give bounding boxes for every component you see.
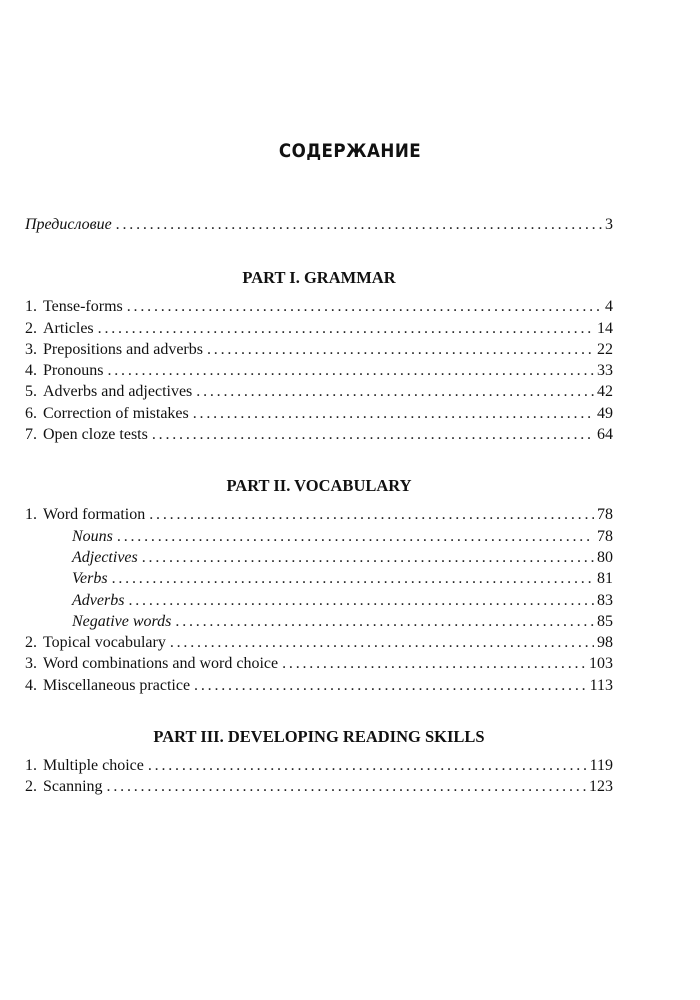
dot-leader bbox=[196, 381, 594, 402]
entry-page: 22 bbox=[597, 340, 613, 358]
entry-number: 2. bbox=[25, 634, 37, 652]
toc-entry[interactable] bbox=[25, 632, 613, 653]
dot-leader bbox=[107, 360, 594, 381]
entry-number: 1. bbox=[25, 298, 37, 316]
toc-entry[interactable] bbox=[25, 526, 613, 547]
entry-label: Scanning bbox=[43, 778, 103, 796]
toc-entry[interactable] bbox=[25, 504, 613, 525]
entry-page: 98 bbox=[597, 634, 613, 652]
entry-number: 3. bbox=[25, 655, 37, 673]
entry-page: 78 bbox=[597, 506, 613, 524]
entry-label: Topical vocabulary bbox=[43, 634, 166, 652]
entry-page: 33 bbox=[597, 362, 613, 380]
entry-number: 2. bbox=[25, 778, 37, 796]
entry-number: 5. bbox=[25, 383, 37, 401]
entry-number: 1. bbox=[25, 506, 37, 524]
section-heading: PART III. DEVELOPING READING SKILLS bbox=[153, 727, 485, 747]
entry-label: Verbs bbox=[72, 570, 108, 588]
entry-page: 4 bbox=[605, 298, 613, 316]
entry-label: Adverbs and adjectives bbox=[43, 383, 193, 401]
toc-entry[interactable] bbox=[25, 653, 613, 674]
entry-label: Adjectives bbox=[72, 548, 138, 566]
entry-number: 2. bbox=[25, 319, 37, 337]
dot-leader bbox=[175, 611, 594, 632]
entry-page: 14 bbox=[597, 319, 613, 337]
toc-entry[interactable] bbox=[25, 296, 613, 317]
toc-entry[interactable] bbox=[25, 675, 613, 696]
dot-leader bbox=[194, 675, 587, 696]
entry-label: Tense-forms bbox=[43, 298, 123, 316]
entry-page: 49 bbox=[597, 404, 613, 422]
entry-number: 7. bbox=[25, 426, 37, 444]
dot-leader bbox=[148, 755, 587, 776]
dot-leader bbox=[107, 776, 586, 797]
dot-leader bbox=[170, 632, 594, 653]
entry-number: 4. bbox=[25, 362, 37, 380]
entry-label: Miscellaneous practice bbox=[43, 676, 191, 694]
entry-page: 64 bbox=[597, 426, 613, 444]
toc-entry[interactable] bbox=[25, 381, 613, 402]
entry-label: Articles bbox=[43, 319, 94, 337]
entry-label: Adverbs bbox=[72, 591, 125, 609]
dot-leader bbox=[193, 403, 594, 424]
entry-number: 1. bbox=[25, 757, 37, 775]
toc-entry[interactable] bbox=[25, 403, 613, 424]
entry-label: Negative words bbox=[72, 612, 172, 630]
toc-entry-preface[interactable] bbox=[25, 214, 613, 235]
dot-leader bbox=[152, 424, 594, 445]
dot-leader bbox=[116, 214, 602, 235]
entry-label: Pronouns bbox=[43, 362, 104, 380]
entry-label: Prepositions and adverbs bbox=[43, 340, 203, 358]
entry-page: 3 bbox=[605, 216, 613, 233]
entry-page: 119 bbox=[589, 757, 613, 775]
table-of-contents bbox=[25, 214, 613, 798]
toc-entry[interactable] bbox=[25, 755, 613, 776]
section-heading: PART II. VOCABULARY bbox=[226, 476, 412, 496]
toc-entry[interactable] bbox=[25, 339, 613, 360]
entry-page: 78 bbox=[597, 527, 613, 545]
entry-number: 3. bbox=[25, 340, 37, 358]
dot-leader bbox=[142, 547, 594, 568]
entry-label: Multiple choice bbox=[43, 757, 144, 775]
toc-entry[interactable] bbox=[25, 318, 613, 339]
entry-label: Word combinations and word choice bbox=[43, 655, 279, 673]
toc-entry[interactable] bbox=[25, 590, 613, 611]
entry-label: Correction of mistakes bbox=[43, 404, 189, 422]
entry-page: 103 bbox=[589, 655, 613, 673]
dot-leader bbox=[127, 296, 602, 317]
entry-page: 80 bbox=[597, 548, 613, 566]
toc-entry[interactable] bbox=[25, 547, 613, 568]
dot-leader bbox=[128, 590, 594, 611]
entry-number: 4. bbox=[25, 676, 37, 694]
toc-entry[interactable] bbox=[25, 424, 613, 445]
entry-page: 81 bbox=[597, 570, 613, 588]
section-heading: PART I. GRAMMAR bbox=[242, 268, 396, 288]
dot-leader bbox=[112, 568, 594, 589]
entry-page: 42 bbox=[597, 383, 613, 401]
entry-page: 123 bbox=[589, 778, 613, 796]
entry-label: Open cloze tests bbox=[43, 426, 148, 444]
entry-page: 85 bbox=[597, 612, 613, 630]
dot-leader bbox=[282, 653, 586, 674]
dot-leader bbox=[149, 504, 594, 525]
dot-leader bbox=[98, 318, 594, 339]
toc-entry[interactable] bbox=[25, 360, 613, 381]
entry-page: 113 bbox=[589, 676, 613, 694]
toc-entry[interactable] bbox=[25, 776, 613, 797]
toc-entry[interactable] bbox=[25, 568, 613, 589]
dot-leader bbox=[207, 339, 594, 360]
entry-label: Предисловие bbox=[25, 216, 112, 233]
dot-leader bbox=[117, 526, 594, 547]
entry-page: 83 bbox=[597, 591, 613, 609]
toc-entry[interactable] bbox=[25, 611, 613, 632]
page-title: СОДЕРЖАНИЕ bbox=[278, 140, 422, 162]
entry-label: Nouns bbox=[72, 527, 113, 545]
entry-label: Word formation bbox=[43, 506, 146, 524]
entry-number: 6. bbox=[25, 404, 37, 422]
